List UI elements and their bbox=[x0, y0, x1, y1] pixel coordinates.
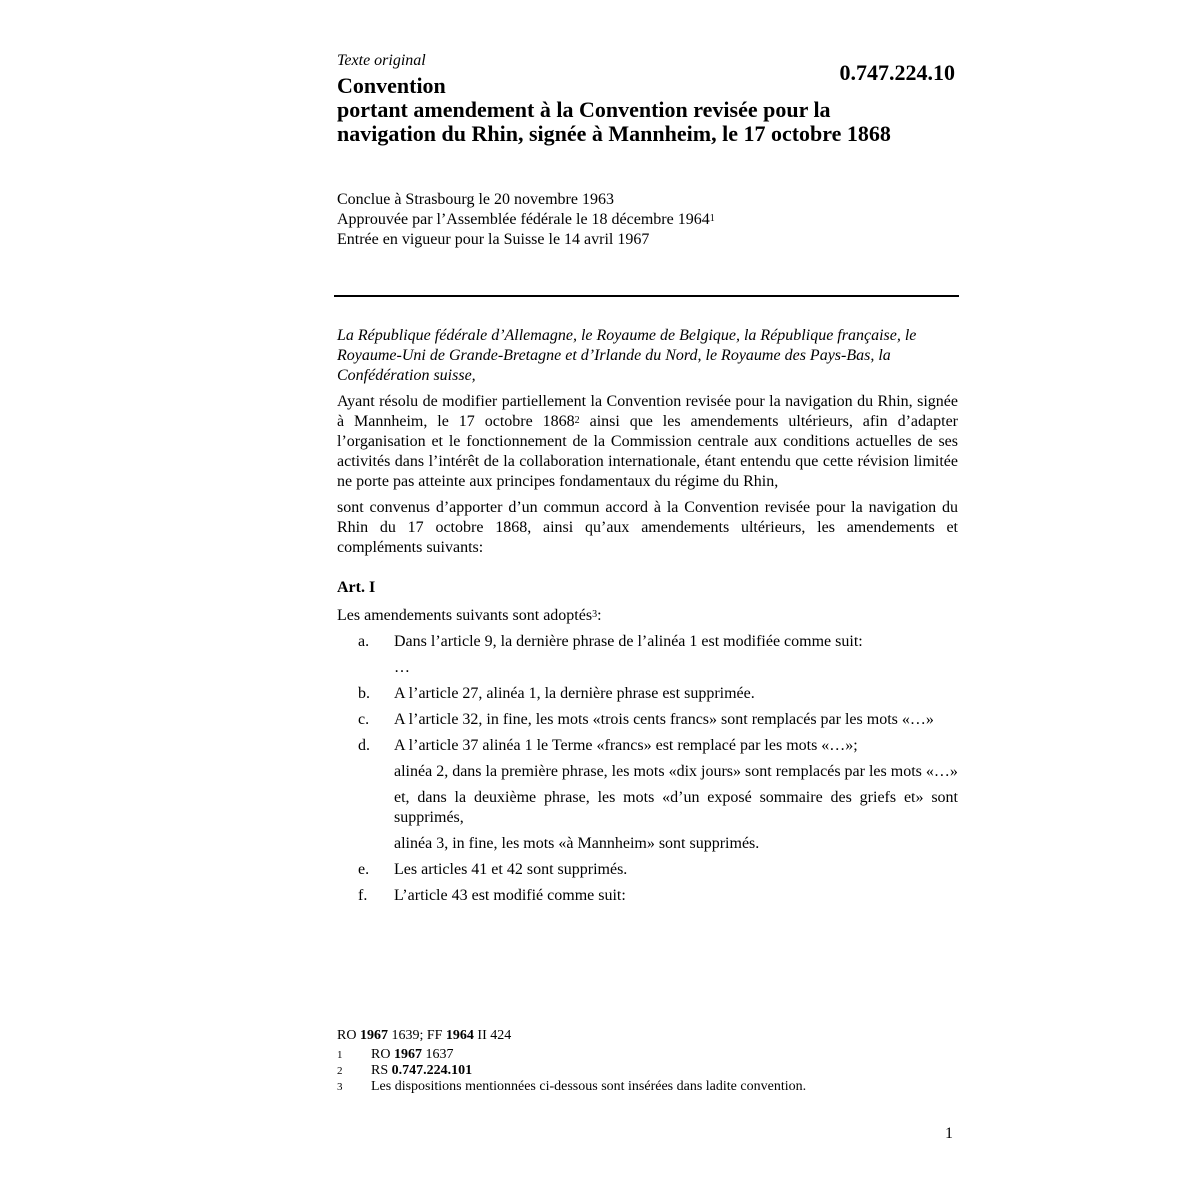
preamble-agreed: sont convenus d’apporter d’un commun accord à la Convention revisée pour la navigation du Rhin du 17 octobre 1868, ainsi qu’aux amendements ultérieurs, les amendements et compléments suivants: bbox=[337, 499, 958, 556]
ro-prefix: RO bbox=[337, 1028, 360, 1043]
fn1-prefix: RO bbox=[371, 1047, 394, 1062]
ro-page: 1639; FF bbox=[387, 1028, 446, 1043]
item-text: A l’article 32, in fine, les mots «trois cents francs» sont remplacés par les mots «…» bbox=[394, 711, 934, 728]
preamble-resolved bbox=[337, 392, 958, 492]
article-intro-end: : bbox=[597, 607, 602, 624]
fn1-rest: 1637 bbox=[421, 1047, 454, 1062]
ff-year: 1964 bbox=[445, 1028, 474, 1043]
list-item bbox=[337, 684, 958, 704]
list-item bbox=[337, 860, 958, 880]
publication-reference bbox=[337, 1028, 958, 1044]
footnote-text bbox=[371, 1047, 453, 1063]
title-line-2: portant amendement à la Convention revisée pour la bbox=[337, 97, 831, 122]
footnote-ref-2[interactable]: 2 bbox=[574, 415, 580, 426]
title-line-1: Convention bbox=[337, 73, 446, 98]
item-label: f. bbox=[358, 887, 368, 904]
footnote-text bbox=[371, 1063, 472, 1079]
list-item bbox=[337, 886, 958, 906]
item-label: b. bbox=[358, 685, 370, 702]
approved-date-line bbox=[337, 210, 958, 230]
list-item bbox=[337, 710, 958, 730]
contracting-parties: La République fédérale d’Allemagne, le Royaume de Belgique, la République française, le Royaume-Uni de Grande-Bretagne et d’Irlande du Nord, le Royaume des Pays-Bas, la Confédération suisse, bbox=[337, 327, 917, 384]
ff-rest: II 424 bbox=[473, 1028, 512, 1043]
list-item bbox=[337, 632, 958, 652]
list-item bbox=[337, 736, 958, 756]
item-text: Dans l’article 9, la dernière phrase de l’alinéa 1 est modifiée comme suit: bbox=[394, 633, 863, 650]
item-subparagraph: alinéa 3, in fine, les mots «à Mannheim» sont supprimés. bbox=[394, 835, 760, 852]
footnote-number: 3 bbox=[337, 1081, 343, 1093]
footnote-1 bbox=[337, 1047, 958, 1063]
item-label: c. bbox=[358, 711, 370, 728]
footnote-number: 2 bbox=[337, 1065, 343, 1077]
fn1-year: 1967 bbox=[393, 1047, 422, 1062]
footnote-2 bbox=[337, 1063, 958, 1079]
document-title bbox=[337, 74, 958, 146]
separator-rule bbox=[334, 295, 959, 297]
preamble-resolved-text-b: ainsi que les amendements ultérieurs, afin d’adapter l’organisation et le fonctionnement de la Commission centrale aux conditions actuelles de ses activités dans l’intérêt de la collaboration internationale, étant entendu que cette révision limitée ne porte pas atteinte aux principes fondamentaux du régime du Rhin, bbox=[337, 413, 959, 490]
item-ellipsis: … bbox=[394, 659, 410, 676]
preamble-resolved-text-a: Ayant résolu de modifier partiellement la Convention revisée pour la navigation du Rhin, signée à Mannheim, le 17 octobre 1868 bbox=[337, 393, 958, 430]
item-text: A l’article 27, alinéa 1, la dernière phrase est supprimée. bbox=[394, 685, 755, 702]
title-line-3: navigation du Rhin, signée à Mannheim, le 17 octobre 1868 bbox=[337, 121, 891, 146]
item-label: a. bbox=[358, 633, 370, 650]
item-text: L’article 43 est modifié comme suit: bbox=[394, 887, 626, 904]
item-subparagraph: et, dans la deuxième phrase, les mots «d’un exposé sommaire des griefs et» sont supprimés, bbox=[394, 789, 958, 826]
article-heading: Art. I bbox=[337, 579, 376, 596]
ro-year: 1967 bbox=[359, 1028, 388, 1043]
item-label: e. bbox=[358, 861, 370, 878]
footnotes bbox=[337, 1028, 958, 1095]
item-label: d. bbox=[358, 737, 370, 754]
page-number: 1 bbox=[945, 1125, 953, 1142]
footnote-ref-1[interactable]: 1 bbox=[709, 213, 715, 224]
item-text: A l’article 37 alinéa 1 le Terme «francs» est remplacé par les mots «…»; bbox=[394, 737, 858, 754]
fn2-prefix: RS bbox=[371, 1063, 392, 1078]
original-text-label: Texte original bbox=[337, 52, 426, 69]
concluded-date: Conclue à Strasbourg le 20 novembre 1963 bbox=[337, 191, 614, 208]
fn2-ref[interactable]: 0.747.224.101 bbox=[391, 1063, 473, 1078]
approved-date: Approuvée par l’Assemblée fédérale le 18 décembre 1964 bbox=[337, 211, 710, 228]
document-metadata bbox=[337, 190, 958, 250]
article-intro-text: Les amendements suivants sont adoptés bbox=[337, 607, 593, 624]
article-intro bbox=[337, 606, 958, 626]
footnote-3 bbox=[337, 1079, 958, 1095]
entry-into-force: Entrée en vigueur pour la Suisse le 14 avril 1967 bbox=[337, 231, 650, 248]
footnote-text: Les dispositions mentionnées ci-dessous sont insérées dans ladite convention. bbox=[371, 1079, 807, 1094]
item-subparagraph: alinéa 2, dans la première phrase, les mots «dix jours» sont remplacés par les mots «…» bbox=[394, 763, 958, 780]
item-text: Les articles 41 et 42 sont supprimés. bbox=[394, 861, 628, 878]
classification-number: 0.747.224.10 bbox=[839, 60, 955, 85]
document-body bbox=[337, 326, 958, 912]
footnote-ref-3[interactable]: 3 bbox=[592, 609, 598, 620]
amendment-list bbox=[337, 632, 958, 906]
footnote-number: 1 bbox=[337, 1049, 343, 1061]
